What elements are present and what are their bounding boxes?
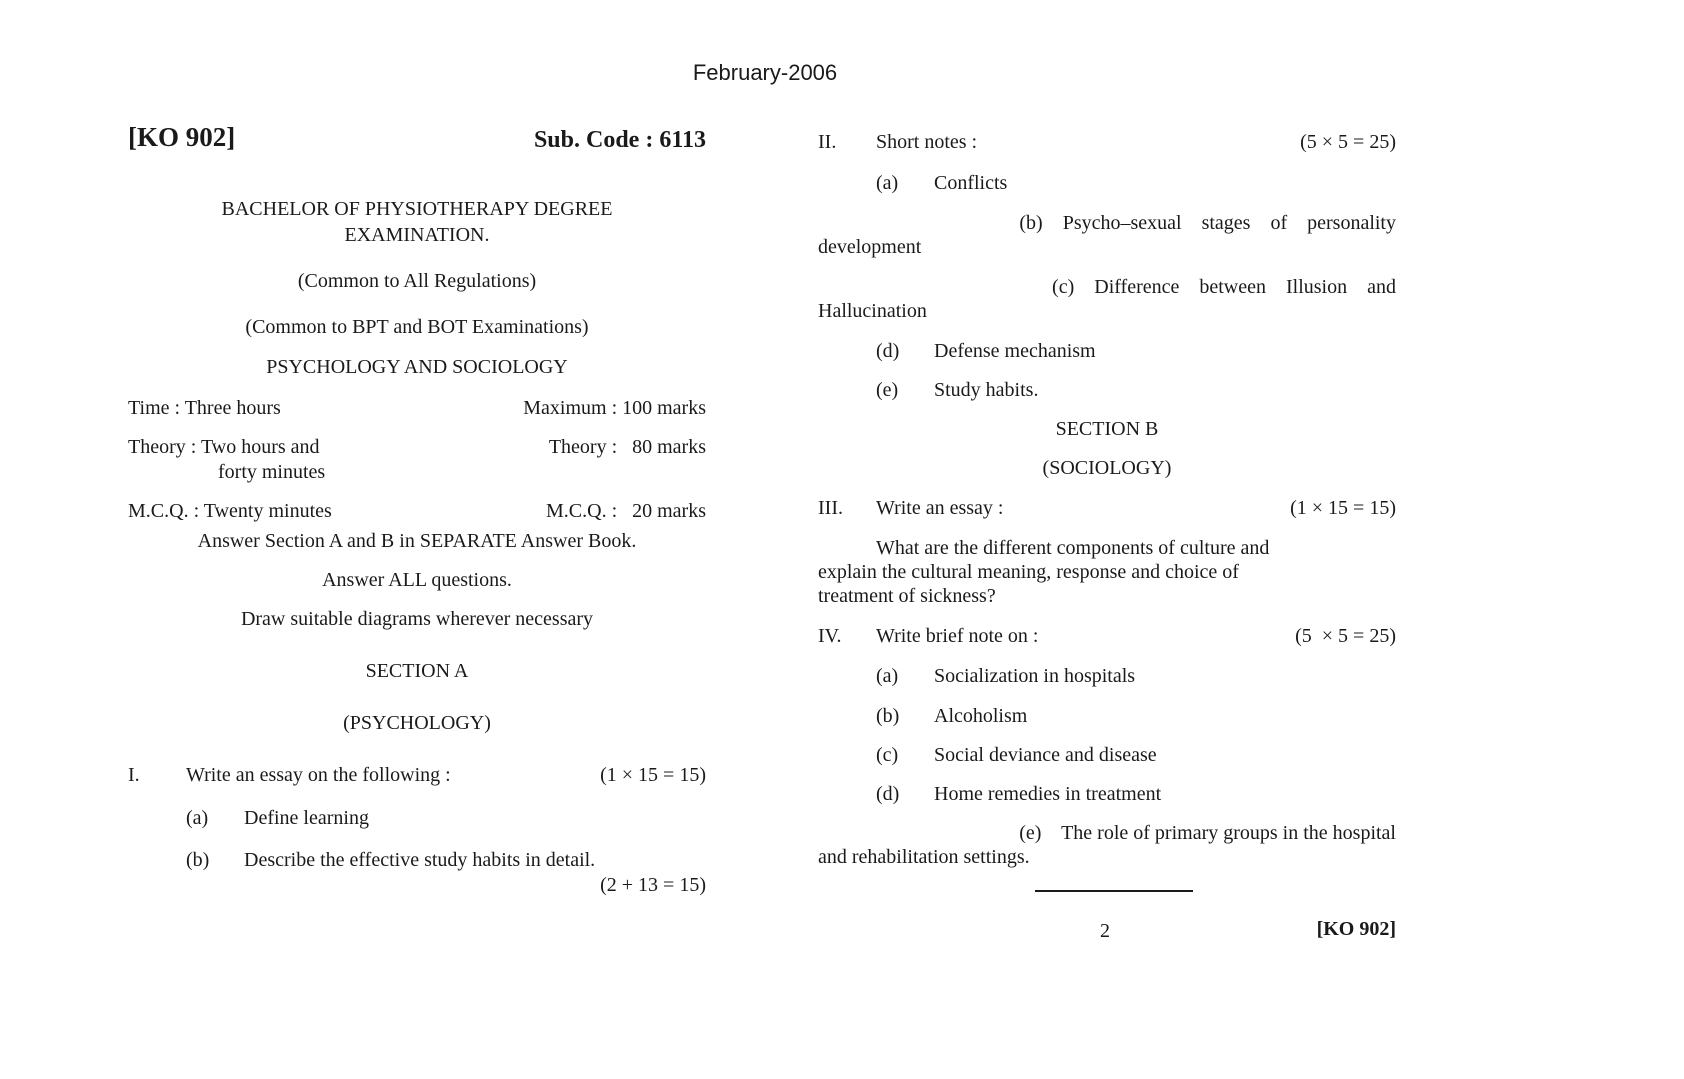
q3-text: Write an essay : bbox=[876, 497, 1004, 519]
q4-number: IV. bbox=[818, 625, 842, 647]
q4-item-c-text: Social deviance and disease bbox=[934, 744, 1157, 766]
q2-item-a-text: Conflicts bbox=[934, 172, 1008, 194]
theory-time-cont: forty minutes bbox=[218, 461, 326, 483]
q4-item-a-text: Socialization in hospitals bbox=[934, 665, 1136, 687]
q2-item-c-line1: (c) Difference between Illusion and bbox=[1052, 276, 1396, 298]
q2-item-e-text: Study habits. bbox=[934, 379, 1039, 401]
mcq-marks: M.C.Q. : 20 marks bbox=[546, 500, 706, 522]
q2-item-c-line2: Hallucination bbox=[818, 300, 927, 322]
q3-body-line2: explain the cultural meaning, response and choice of bbox=[818, 561, 1239, 583]
section-a-heading: SECTION A bbox=[365, 660, 469, 682]
q4-item-d-label: (d) bbox=[876, 783, 900, 805]
exam-title-line1: BACHELOR OF PHYSIOTHERAPY DEGREE bbox=[221, 198, 613, 220]
subject-title: PSYCHOLOGY AND SOCIOLOGY bbox=[266, 356, 568, 378]
theory-time: Theory : Two hours and bbox=[128, 436, 320, 458]
footer-code: [KO 902] bbox=[1316, 918, 1396, 940]
theory-marks: Theory : 80 marks bbox=[548, 436, 706, 458]
max-marks: Maximum : 100 marks bbox=[523, 397, 706, 419]
section-b-subheading: (SOCIOLOGY) bbox=[1042, 457, 1172, 479]
q1-item-a-label: (a) bbox=[186, 807, 209, 829]
q2-item-d-text: Defense mechanism bbox=[934, 340, 1096, 362]
q2-text: Short notes : bbox=[876, 131, 978, 153]
q4-item-d-text: Home remedies in treatment bbox=[934, 783, 1162, 805]
end-divider bbox=[1035, 890, 1193, 892]
instruction-diagrams: Draw suitable diagrams wherever necessary bbox=[240, 608, 594, 630]
q1-mark-split: (2 + 13 = 15) bbox=[600, 874, 706, 896]
q3-number: III. bbox=[818, 497, 843, 519]
q2-item-b-line1: (b) Psycho–sexual stages of personality bbox=[1019, 212, 1396, 234]
q3-body-line1: What are the different components of culture and bbox=[876, 537, 1270, 559]
instruction-separate-books: Answer Section A and B in SEPARATE Answer Book. bbox=[197, 530, 637, 552]
q2-marks: (5 × 5 = 25) bbox=[1300, 131, 1396, 153]
q2-item-d-label: (d) bbox=[876, 340, 900, 362]
instruction-answer-all: Answer ALL questions. bbox=[322, 569, 512, 591]
q2-item-e-label: (e) bbox=[876, 379, 899, 401]
q4-item-b-text: Alcoholism bbox=[934, 705, 1028, 727]
q2-item-b-line2: development bbox=[818, 236, 922, 258]
time-label: Time : Three hours bbox=[128, 397, 281, 419]
q4-text: Write brief note on : bbox=[876, 625, 1039, 647]
q4-marks: (5 × 5 = 25) bbox=[1295, 625, 1396, 647]
section-a-subheading: (PSYCHOLOGY) bbox=[343, 712, 491, 734]
document-date: February-2006 bbox=[692, 60, 838, 85]
q1-item-a-text: Define learning bbox=[244, 807, 369, 829]
q3-marks: (1 × 15 = 15) bbox=[1290, 497, 1396, 519]
sub-code: Sub. Code : 6113 bbox=[533, 127, 706, 153]
q4-item-b-label: (b) bbox=[876, 705, 900, 727]
q1-item-b-label: (b) bbox=[186, 849, 210, 871]
q1-item-b-text: Describe the effective study habits in detail. bbox=[244, 849, 596, 871]
q3-body-line3: treatment of sickness? bbox=[818, 585, 996, 607]
common-examinations: (Common to BPT and BOT Examinations) bbox=[245, 316, 589, 338]
q1-text: Write an essay on the following : bbox=[186, 764, 451, 786]
section-b-heading: SECTION B bbox=[1055, 418, 1159, 440]
mcq-time: M.C.Q. : Twenty minutes bbox=[128, 500, 332, 522]
paper-code: [KO 902] bbox=[128, 122, 236, 152]
q1-number: I. bbox=[128, 764, 140, 786]
q4-item-a-label: (a) bbox=[876, 665, 899, 687]
q4-item-e-line1: (e) The role of primary groups in the hospital bbox=[1019, 822, 1396, 844]
page-number: 2 bbox=[1100, 920, 1110, 942]
q2-number: II. bbox=[818, 131, 837, 153]
common-regulations: (Common to All Regulations) bbox=[297, 270, 537, 292]
exam-title-line2: EXAMINATION. bbox=[344, 224, 490, 246]
q4-item-c-label: (c) bbox=[876, 744, 899, 766]
q2-item-a-label: (a) bbox=[876, 172, 899, 194]
q1-marks: (1 × 15 = 15) bbox=[600, 764, 706, 786]
q4-item-e-line2: and rehabilitation settings. bbox=[818, 846, 1030, 868]
